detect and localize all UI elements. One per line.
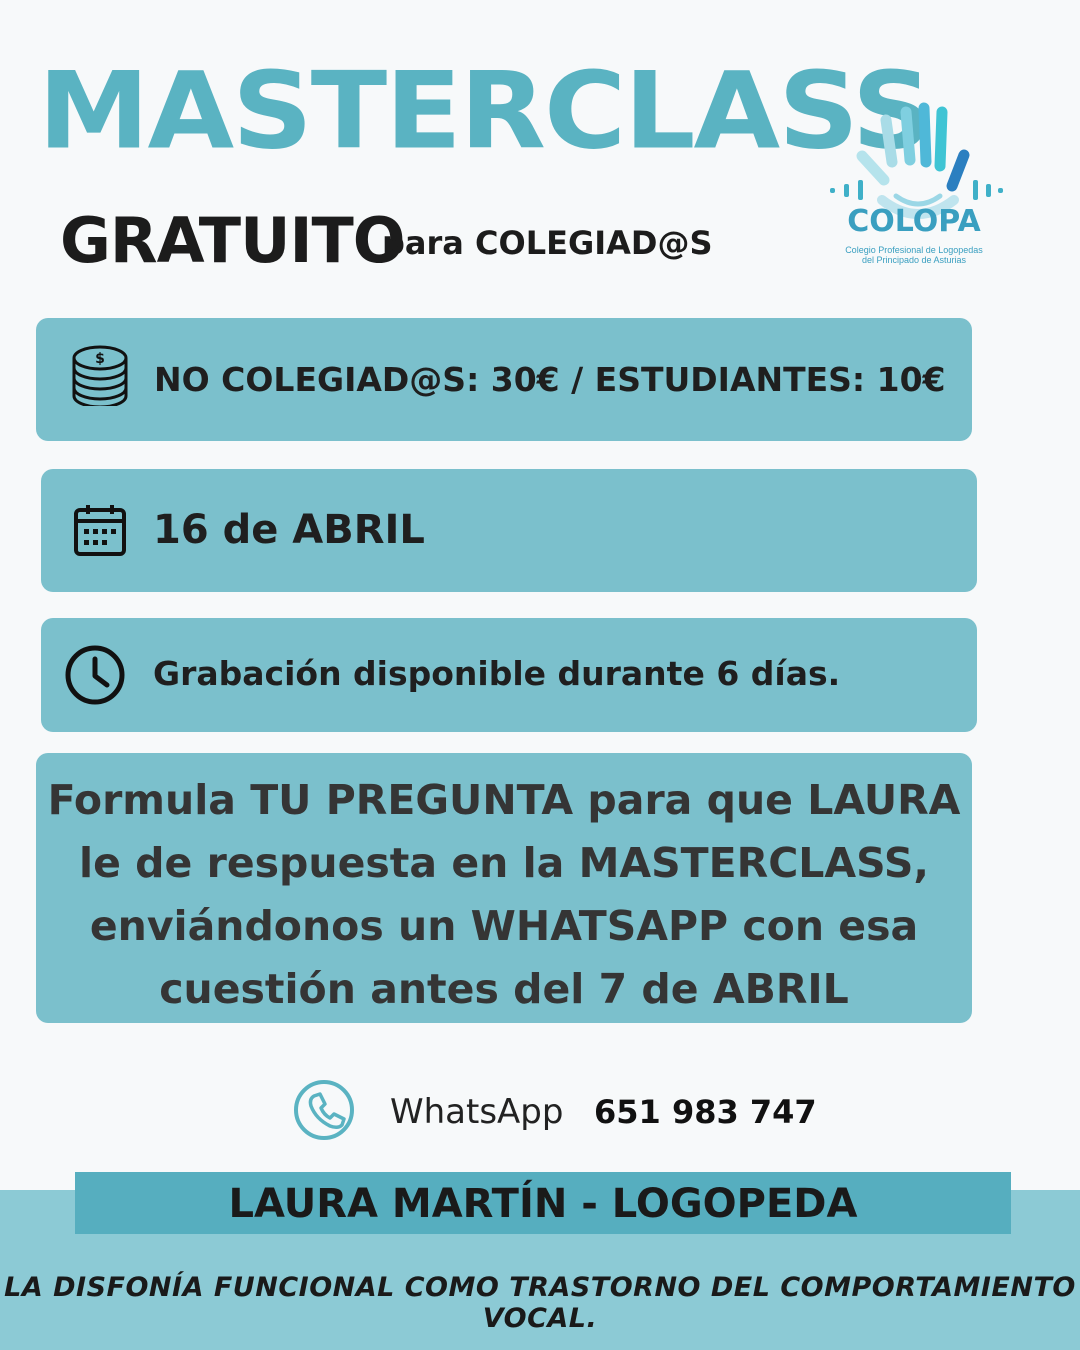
free-label: GRATUITO <box>60 204 405 277</box>
logo-subtitle <box>826 245 1002 265</box>
date-box <box>41 469 977 592</box>
speaker-name: LAURA MARTÍN - LOGOPEDA <box>228 1181 858 1227</box>
logo-subtitle-line1: Colegio Profesional de Logopedas <box>845 245 983 255</box>
price-box <box>36 318 972 441</box>
question-line: enviándonos un WHATSAPP con esa <box>89 902 919 950</box>
colopa-hand-logo-icon <box>826 70 1006 270</box>
question-line: Formula TU PREGUNTA para que LAURA <box>47 776 961 824</box>
clock-icon <box>63 643 127 707</box>
audience-label: para COLEGIAD@S <box>382 224 713 262</box>
svg-text:$: $ <box>95 351 105 367</box>
logo-subtitle-line2: del Principado de Asturias <box>861 255 967 265</box>
logo-name: COLOPA <box>847 204 981 239</box>
page-title: MASTERCLASS <box>38 49 931 173</box>
date-text: 16 de ABRIL <box>153 507 425 553</box>
price-text: NO COLEGIAD@S: 30€ / ESTUDIANTES: 10€ <box>154 360 946 399</box>
question-line: le de respuesta en la MASTERCLASS, <box>79 839 929 887</box>
coins-icon <box>70 344 130 406</box>
question-line: cuestión antes del 7 de ABRIL <box>159 965 849 1013</box>
question-box <box>36 753 972 1023</box>
contact-number[interactable]: 651 983 747 <box>594 1093 817 1131</box>
recording-text: Grabación disponible durante 6 días. <box>153 654 841 693</box>
contact-label: WhatsApp <box>390 1092 564 1132</box>
topic-text: LA DISFONÍA FUNCIONAL COMO TRASTORNO DEL COMPORTAMIENTO VOCAL. <box>4 1272 1076 1334</box>
recording-box <box>41 618 977 732</box>
calendar-icon <box>73 503 127 557</box>
phone-icon[interactable] <box>292 1078 356 1142</box>
question-text <box>36 769 972 1021</box>
